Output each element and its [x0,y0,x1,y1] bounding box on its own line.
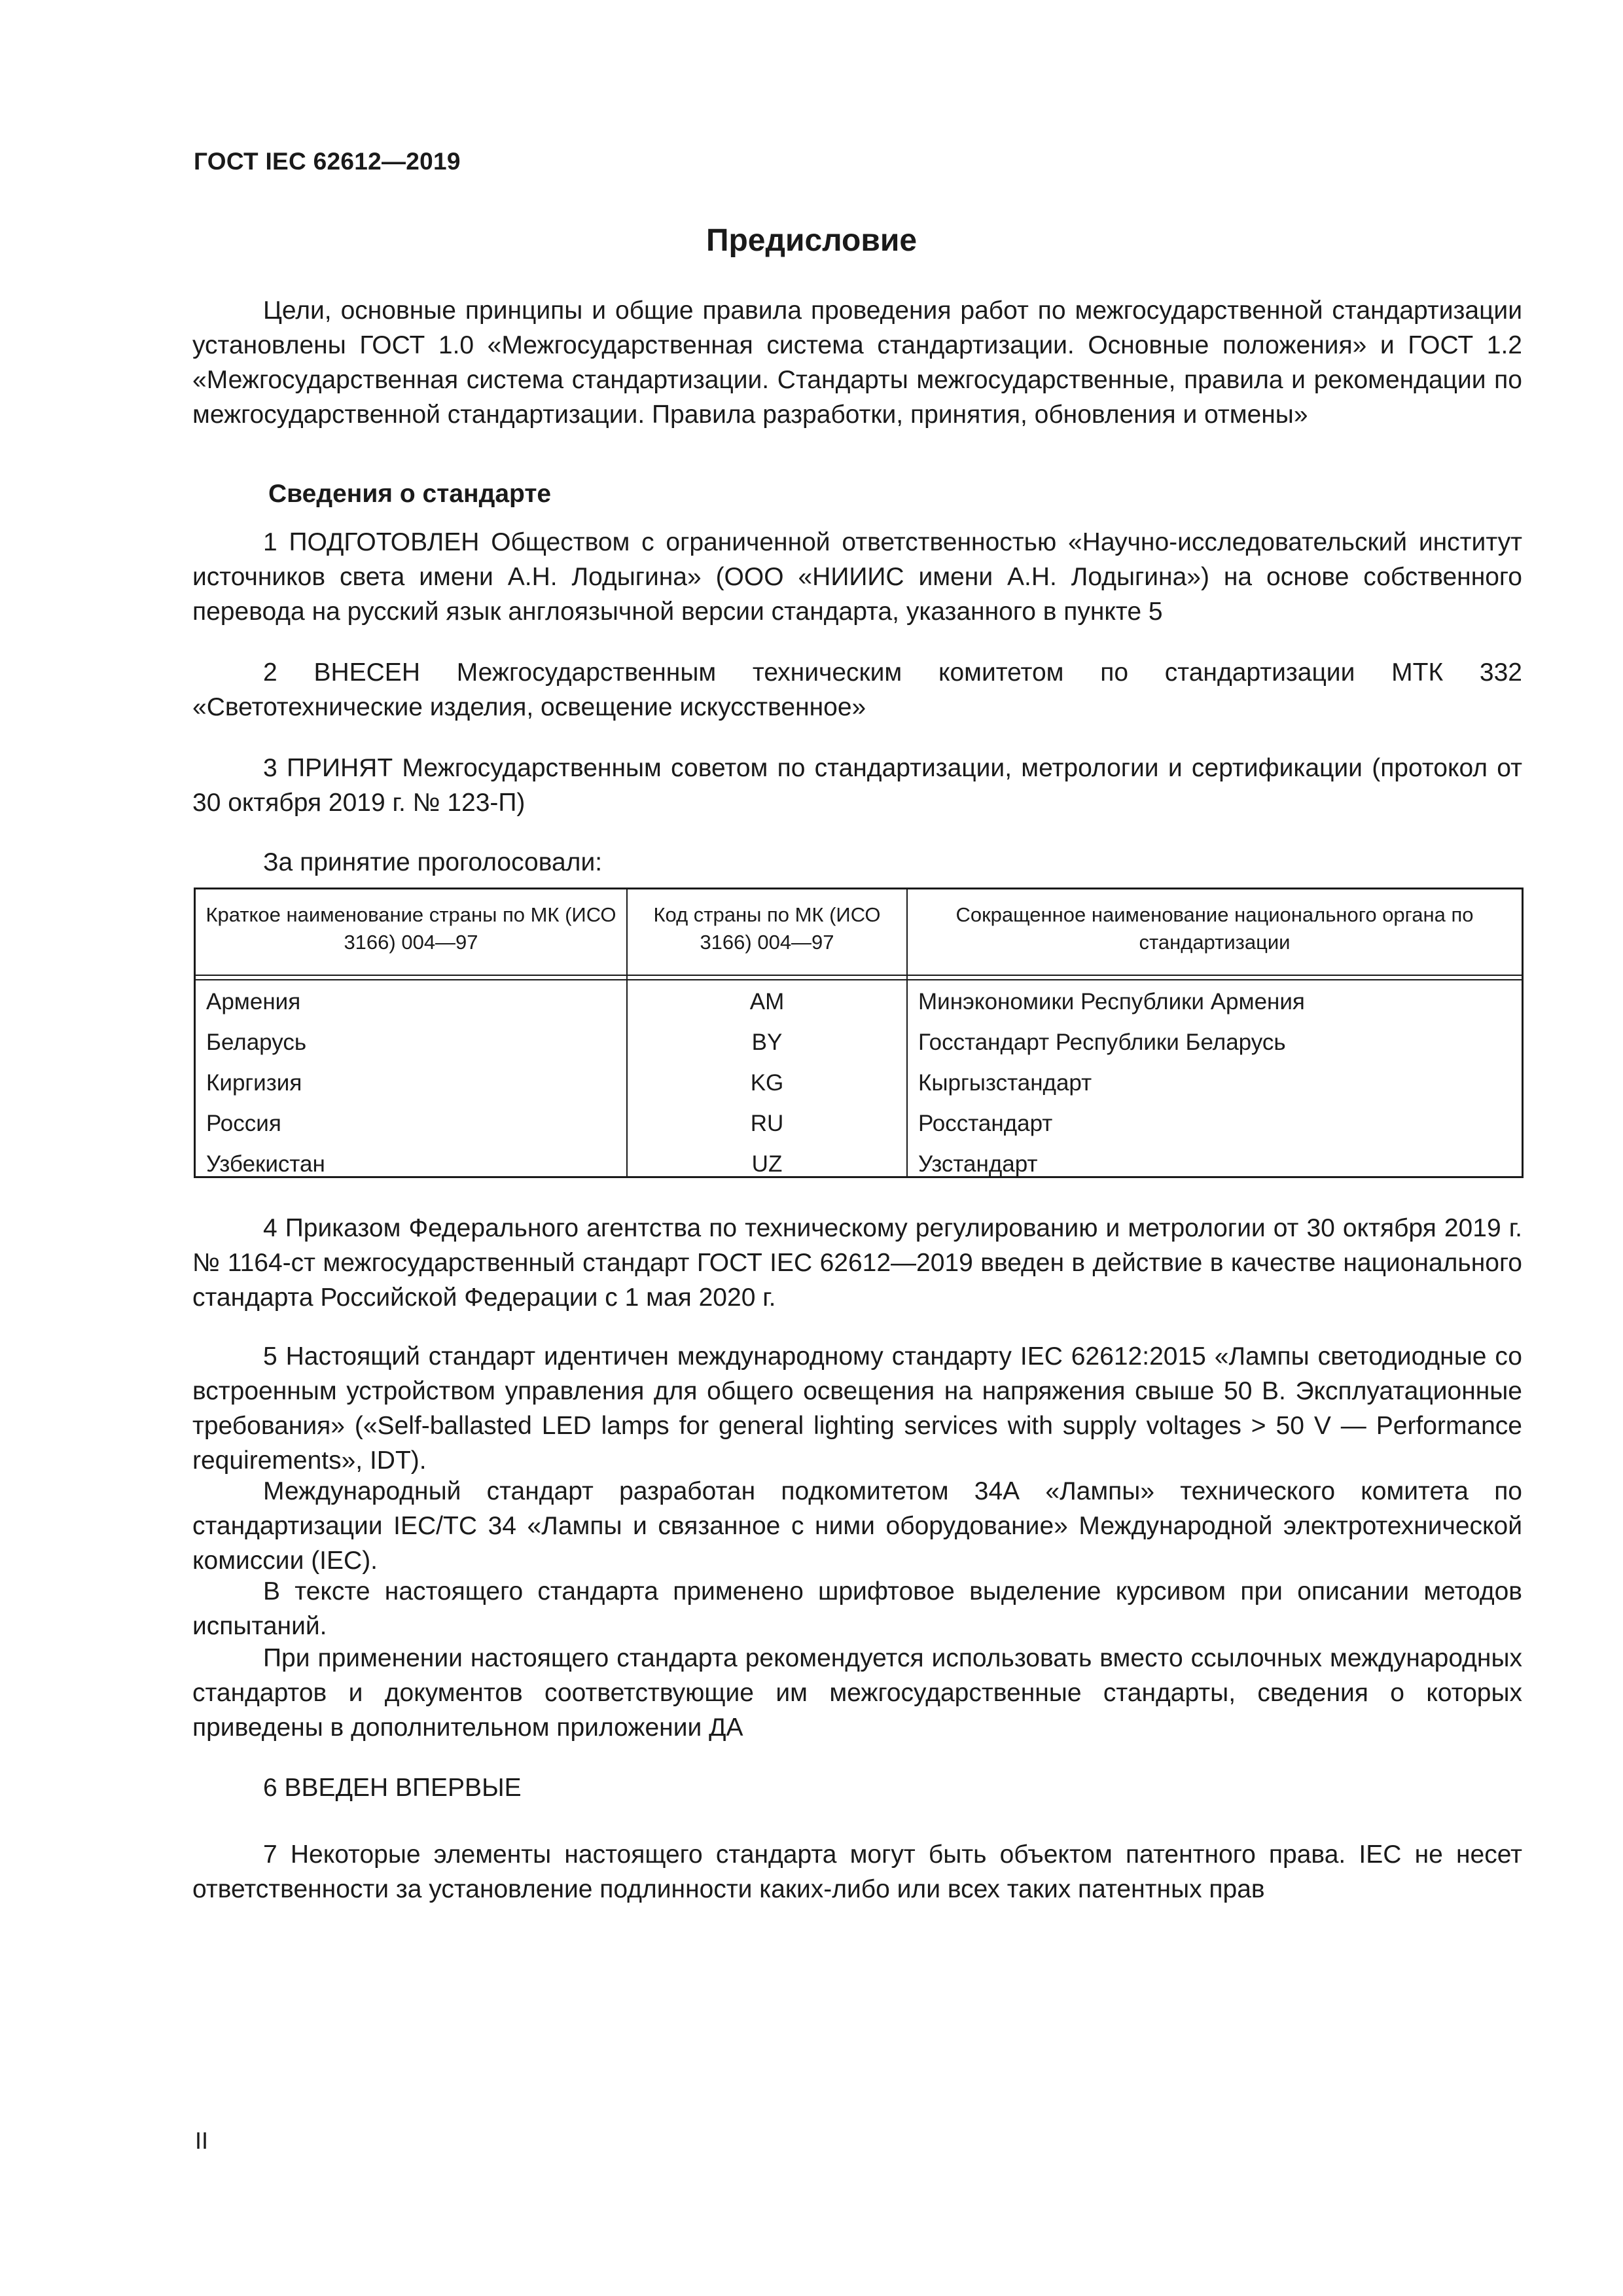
voting-table [194,888,1524,1178]
item-5-committee-paragraph: Международный стандарт разработан подкомитетом 34А «Лампы» технического комитета по стандартизации IEC/TC 34 «Лампы и связанное с ними оборудование» Международной электротехнической комиссии (IEC). [192,1477,1522,1575]
item-2-paragraph: 2 ВНЕСЕН Межгосударственным техническим комитетом по стандартизации МТК 332 «Светотехнические изделия, освещение искусственное» [192,658,1522,721]
vote-label: За принятие проголосовали: [263,848,603,876]
page-number: II [195,2127,209,2154]
item-5-italic-note: В тексте настоящего стандарта применено шрифтовое выделение курсивом при описании методов испытаний. [192,1577,1522,1640]
table-cell-country: Армения [206,989,301,1014]
table-header-org: Сокращенное наименование национального органа по стандартизации [955,903,1474,954]
table-row [196,1103,1522,1143]
table-cell-org: Росстандарт [918,1111,1053,1136]
document-code: ГОСТ IEC 62612—2019 [194,148,461,175]
table-cell-org: Минэкономики Республики Армения [918,989,1305,1014]
table-cell-country: Киргизия [206,1070,302,1096]
item-4-paragraph: 4 Приказом Федерального агентства по техническому регулированию и метрологии от 30 октября 2019 г. № 1164-ст межгосударственный стандарт ГОСТ IEC 62612—2019 введен в действие в качестве национального стандарта Российской Федерации с 1 мая 2020 г. [192,1214,1522,1312]
table-cell-code: RU [750,1111,784,1136]
item-3-paragraph: 3 ПРИНЯТ Межгосударственным советом по стандартизации, метрологии и сертификации (протокол от 30 октября 2019 г. № 123-П) [192,754,1522,817]
intro-paragraph: Цели, основные принципы и общие правила проведения работ по межгосударственной стандартизации установлены ГОСТ 1.0 «Межгосударственная система стандартизации. Основные положения» и ГОСТ 1.2 «Межгосударственная система стандартизации. Стандарты межгосударственные, правила и рекомендации по межгосударственной стандартизации. Правила разработки, принятия, обновления и отмены» [192,296,1522,429]
table-cell-code: AM [749,989,785,1014]
table-cell-org: Кыргызстандарт [918,1070,1092,1096]
table-cell-country: Узбекистан [206,1151,325,1177]
item-5-paragraph: 5 Настоящий стандарт идентичен международному стандарту IEC 62612:2015 «Лампы светодиодные со встроенным устройством управления для общего освещения на напряжения свыше 50 В. Эксплуатационные требования» («Self-ballasted LED lamps for general lighting services with supply voltages > 50 V — Performance requirements», IDT). [192,1342,1522,1475]
table-cell-org: Госстандарт Республики Беларусь [918,1030,1286,1055]
table-header-rule [196,979,1522,980]
table-cell-country: Беларусь [206,1030,307,1055]
table-header-code: Код страны по МК (ИСО 3166) 004—97 [653,903,881,954]
table-cell-org: Узстандарт [918,1151,1038,1177]
item-6-paragraph: 6 ВВЕДЕН ВПЕРВЫЕ [263,1774,522,1802]
table-row [196,981,1522,1022]
page-title: Предисловие [705,223,918,258]
table-row [196,1022,1522,1062]
table-header-country: Краткое наименование страны по МК (ИСО 3166) 004—97 [205,903,616,954]
table-row [196,1143,1522,1184]
table-row [196,1062,1522,1103]
item-7-paragraph: 7 Некоторые элементы настоящего стандарта могут быть объектом патентного права. IEC не несет ответственности за установление подлинности каких-либо или всех таких патентных прав [192,1840,1522,1903]
section-heading: Сведения о стандарте [268,480,552,508]
table-cell-code: KG [750,1070,784,1096]
table-cell-code: UZ [751,1151,783,1177]
item-5-references-note: При применении настоящего стандарта рекомендуется использовать вместо ссылочных международных стандартов и документов соответствующие им межгосударственные стандарты, сведения о которых приведены в дополнительном приложении ДА [192,1644,1522,1742]
table-cell-code: BY [751,1030,783,1055]
item-1-paragraph: 1 ПОДГОТОВЛЕН Обществом с ограниченной ответственностью «Научно-исследовательский институт источников света имени А.Н. Лодыгина» (ООО «НИИИС имени А.Н. Лодыгина») на основе собственного перевода на русский язык англоязычной версии стандарта, указанного в пункте 5 [192,528,1522,626]
table-header-rule [196,975,1522,976]
table-cell-country: Россия [206,1111,281,1136]
